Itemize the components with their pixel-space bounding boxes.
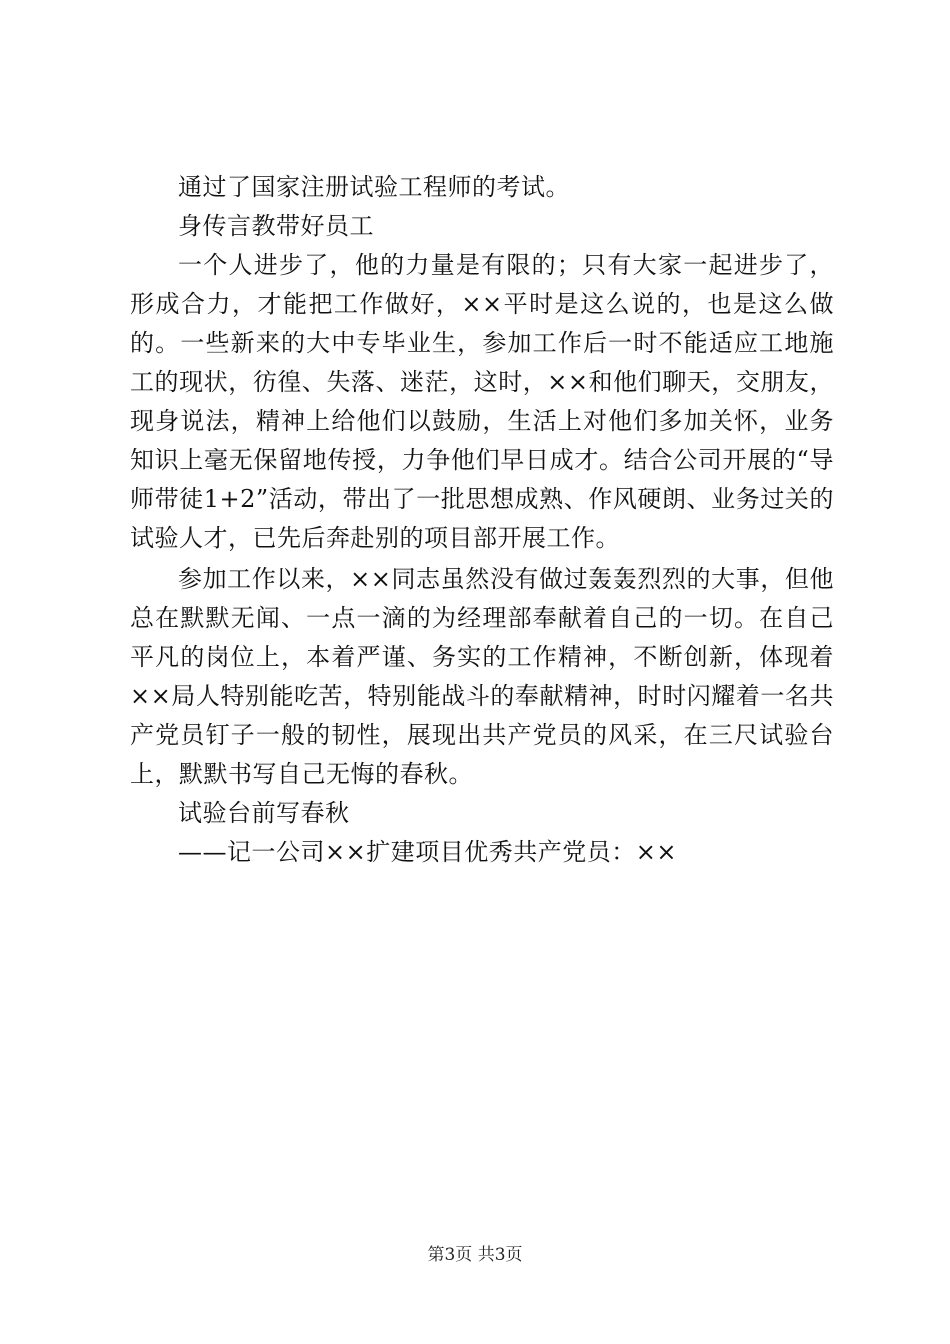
article-subtitle: ——记一公司××扩建项目优秀共产党员：×× xyxy=(178,838,677,866)
paragraph-dedication: 参加工作以来，××同志虽然没有做过轰轰烈烈的大事，但他总在默默无闻、一点一滴的为经理部奉献着自己的一切。在自己平凡的岗位上，本着严谨、务实的工作精神，不断创新，体现着××局人特别能吃苦，特别能战斗的奉献精神，时时闪耀着一名共产党员钉子一般的韧性，展现出共产党员的风采，在三尺试验台上，默默书写自己无悔的春秋。 xyxy=(130,565,834,788)
section-heading-mentoring: 身传言教带好员工 xyxy=(178,212,374,240)
article-title: 试验台前写春秋 xyxy=(178,799,350,827)
page-number-footer: 第3页 共3页 xyxy=(427,1245,523,1265)
paragraph-exam-passed: 通过了国家注册试验工程师的考试。 xyxy=(178,173,570,201)
paragraph-mentoring: 一个人进步了，他的力量是有限的；只有大家一起进步了，形成合力，才能把工作做好，××平时是这么说的，也是这么做的。一些新来的大中专毕业生，参加工作后一时不能适应工地施工的现状，彷徨、失落、迷茫，这时，××和他们聊天，交朋友，现身说法，精神上给他们以鼓励，生活上对他们多加关怀，业务知识上毫无保留地传授，力争他们早日成才。结合公司开展的“导师带徒1+2”活动，带出了一批思想成熟、作风硬朗、业务过关的试验人才，已先后奔赴别的项目部开展工作。 xyxy=(130,251,834,552)
document-body xyxy=(130,168,834,872)
